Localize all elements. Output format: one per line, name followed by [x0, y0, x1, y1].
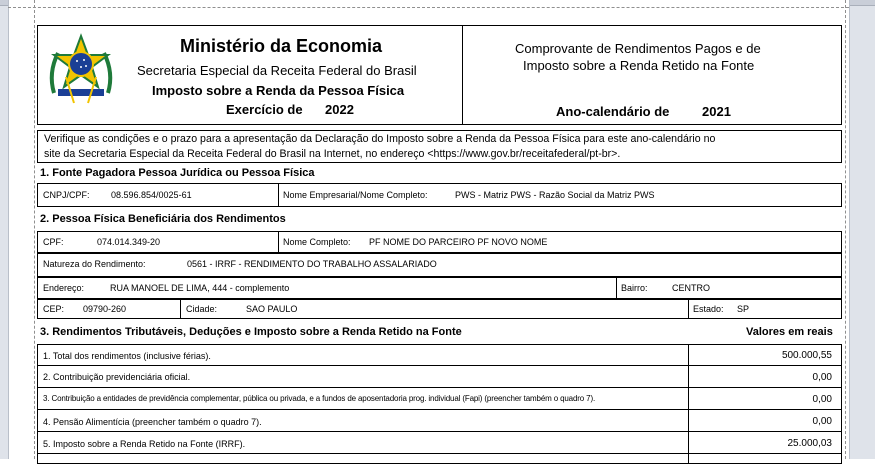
section2-row-nature — [37, 253, 842, 277]
income-row-value: 0,00 — [812, 416, 832, 427]
income-nature-label: Natureza do Rendimento: — [43, 259, 146, 269]
payer-cnpj-value: 08.596.854/0025-61 — [111, 190, 192, 200]
table-row — [37, 432, 842, 454]
income-nature-value: 0561 - IRRF - RENDIMENTO DO TRABALHO ASSALARIADO — [187, 259, 437, 269]
payer-name-label: Nome Empresarial/Nome Completo: — [283, 190, 428, 200]
exercise-year: 2022 — [325, 102, 354, 117]
beneficiary-name-label: Nome Completo: — [283, 237, 351, 247]
document-title-line2: Imposto sobre a Renda Retido na Fonte — [523, 58, 755, 73]
header-divider — [462, 25, 463, 125]
notice-line1: Verifique as condições e o prazo para a apresentação da Declaração do Imposto sobre a Renda da Pessoa Física para este ano-calendário no — [44, 133, 716, 145]
section2-cpf-divider — [278, 231, 279, 253]
payer-cnpj-label: CNPJ/CPF: — [43, 190, 90, 200]
income-row-label: 3. Contribuição a entidades de previdência complementar, pública ou privada, e a fundos de aposentadoria prog. individual (Fapi) (preencher também o quadro 7). — [43, 394, 596, 403]
section2-title: 2. Pessoa Física Beneficiária dos Rendimentos — [40, 213, 286, 225]
district-value: CENTRO — [672, 283, 710, 293]
section2-address-divider — [616, 277, 617, 299]
table-row — [37, 344, 842, 366]
beneficiary-cpf-label: CPF: — [43, 237, 64, 247]
payer-name-value: PWS - Matriz PWS - Razão Social da Matriz PWS — [455, 190, 655, 200]
exercise-label: Exercício de — [226, 102, 303, 117]
table-row — [37, 388, 842, 410]
coat-of-arms-icon — [44, 33, 118, 109]
address-value: RUA MANOEL DE LIMA, 444 - complemento — [110, 283, 290, 293]
income-row-label: 2. Contribuição previdenciária oficial. — [43, 372, 191, 382]
left-frame — [0, 0, 9, 459]
cep-value: 09790-260 — [83, 304, 127, 314]
income-row-value: 500.000,55 — [781, 350, 832, 361]
section1-divider — [278, 183, 279, 207]
cep-label: CEP: — [43, 304, 65, 314]
city-value: SAO PAULO — [246, 304, 298, 314]
state-value: SP — [737, 304, 750, 314]
section1-title: 1. Fonte Pagadora Pessoa Jurídica ou Pessoa Física — [40, 167, 315, 179]
right-frame — [849, 0, 875, 459]
ministry-title: Ministério da Economia — [180, 36, 383, 56]
state-label: Estado: — [693, 304, 724, 314]
values-header: Valores em reais — [746, 326, 833, 338]
tax-name: Imposto sobre a Renda da Pessoa Física — [152, 83, 405, 98]
table-row — [37, 366, 842, 388]
notice-line2: site da Secretaria Especial da Receita Federal do Brasil na Internet, no endereço <https://www.gov.br/receitafederal/pt-br>. — [44, 148, 621, 160]
income-row-label: 4. Pensão Alimentícia (preencher também o quadro 7). — [43, 417, 262, 427]
income-row-value: 25.000,03 — [787, 438, 832, 449]
calendar-label: Ano-calendário de — [556, 104, 670, 119]
address-label: Endereço: — [43, 283, 85, 293]
document-title-line1: Comprovante de Rendimentos Pagos e de — [515, 41, 761, 56]
district-label: Bairro: — [621, 283, 648, 293]
beneficiary-cpf-value: 074.014.349-20 — [97, 237, 161, 247]
margin-guide-left — [34, 0, 35, 459]
city-label: Cidade: — [186, 304, 218, 314]
secretariat-name: Secretaria Especial da Receita Federal do Brasil — [137, 63, 417, 78]
table-row — [37, 410, 842, 432]
income-row-value: 0,00 — [812, 394, 832, 405]
section2-cep-divider — [180, 299, 181, 319]
beneficiary-name-value: PF NOME DO PARCEIRO PF NOVO NOME — [369, 237, 548, 247]
income-row-value: 0,00 — [812, 372, 832, 383]
income-row-label: 1. Total dos rendimentos (inclusive férias). — [43, 351, 211, 361]
income-row-label: 5. Imposto sobre a Renda Retido na Fonte (IRRF). — [43, 439, 246, 449]
section3-title: 3. Rendimentos Tributáveis, Deduções e Imposto sobre a Renda Retido na Fonte — [40, 326, 462, 338]
margin-guide-top — [8, 7, 849, 8]
calendar-year: 2021 — [702, 104, 731, 119]
section2-city-divider — [688, 299, 689, 319]
margin-guide-right — [845, 0, 846, 459]
